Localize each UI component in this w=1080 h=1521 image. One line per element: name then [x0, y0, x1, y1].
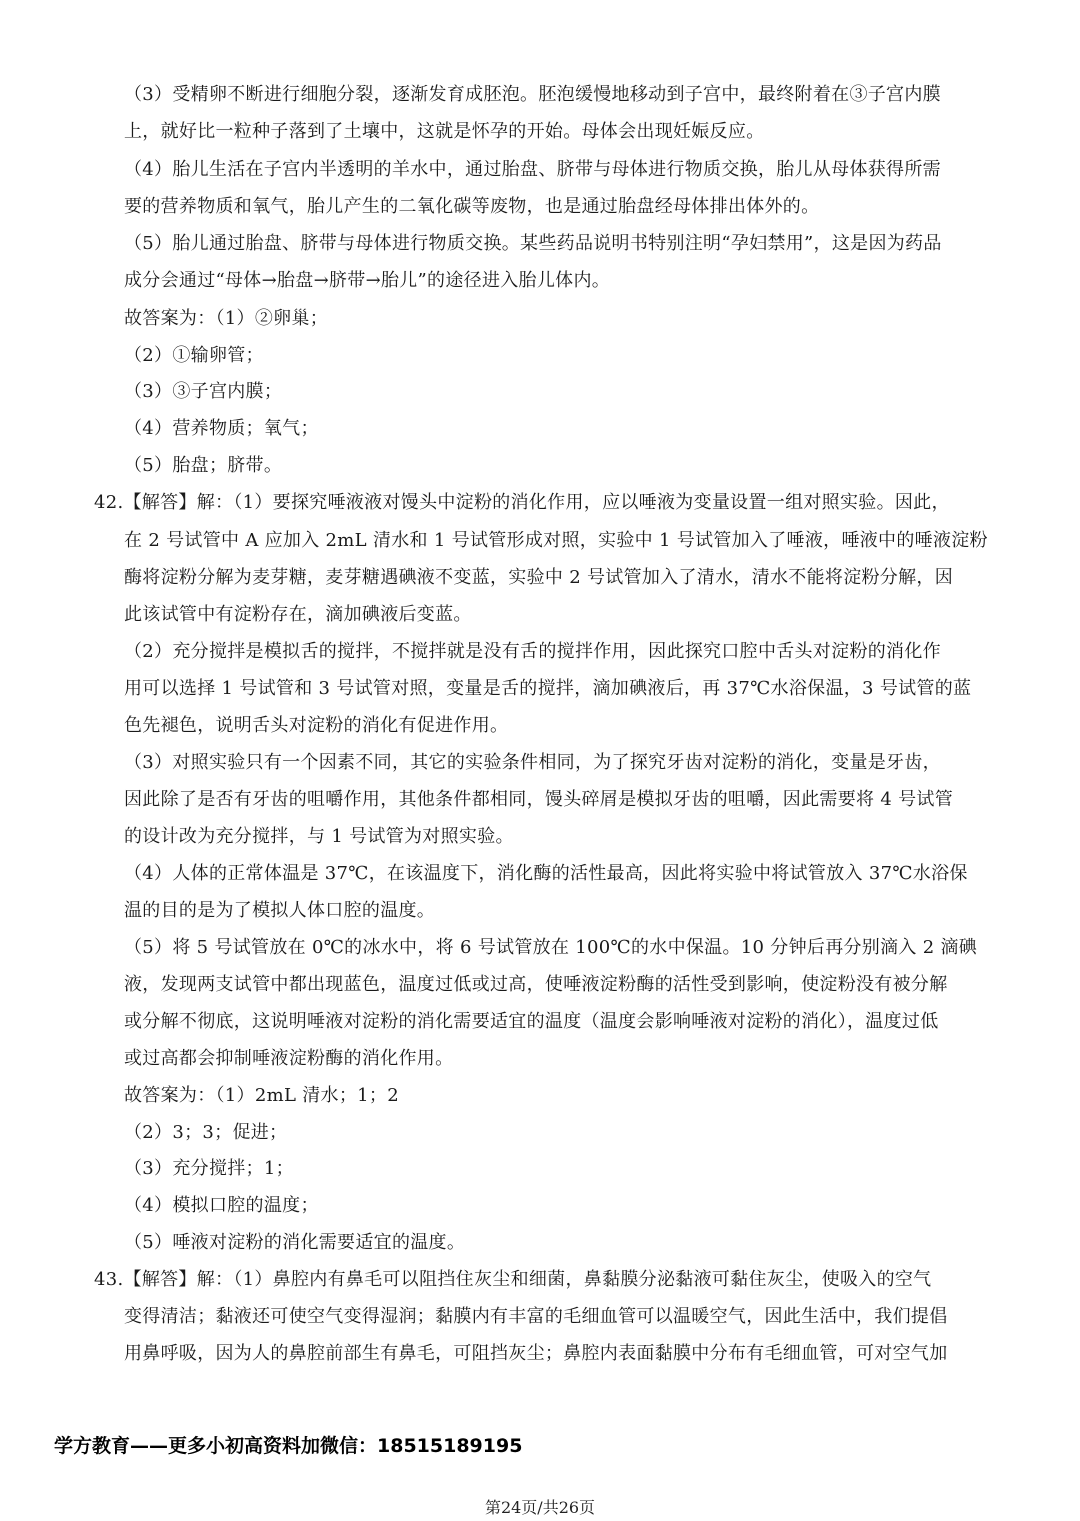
text-line: （4）胎儿生活在子宫内半透明的羊水中，通过胎盘、脐带与母体进行物质交换，胎儿从母体获得所需 — [124, 159, 941, 180]
text-line: （3）③子宫内膜； — [124, 381, 283, 402]
text-line: 此该试管中有淀粉存在，滴加碘液后变蓝。 — [124, 604, 472, 625]
text-line: 或过高都会抑制唾液淀粉酶的消化作用。 — [124, 1048, 454, 1069]
text-line: 故答案为：（1）2mL 清水；1；2 — [124, 1085, 399, 1106]
text-line: （3）受精卵不断进行细胞分裂，逐渐发育成胚泡。胚泡缓慢地移动到子宫中，最终附着在③子宫内膜 — [124, 84, 941, 105]
text-line: 变得清洁；黏液还可使空气变得湿润；黏膜内有丰富的毛细血管可以温暖空气，因此生活中，我们提倡 — [124, 1306, 948, 1327]
text-line: （2）3；3；促进； — [124, 1122, 288, 1143]
text-line: 液，发现两支试管中都出现蓝色，温度过低或过高，使唾液淀粉酶的活性受到影响，使淀粉没有被分解 — [124, 974, 948, 995]
text-line: （4）人体的正常体温是 37℃，在该温度下，消化酶的活性最高，因此将实验中将试管放入 37℃水浴保 — [124, 863, 968, 884]
page-number: 第24页/共26页 — [484, 1498, 596, 1517]
text-line: 温的目的是为了模拟人体口腔的温度。 — [124, 900, 436, 921]
text-line: （5）唾液对淀粉的消化需要适宜的温度。 — [124, 1232, 466, 1253]
text-line: 故答案为：（1）②卵巢； — [124, 308, 329, 329]
text-line: 色先褪色，说明舌头对淀粉的消化有促进作用。 — [124, 715, 509, 736]
text-line: （4）模拟口腔的温度； — [124, 1195, 319, 1216]
text-line: （5）胎盘；脐带。 — [124, 455, 283, 476]
text-line: 要的营养物质和氧气，胎儿产生的二氧化碳等废物，也是通过胎盘经母体排出体外的。 — [124, 196, 820, 217]
text-line: （3）充分搅拌；1； — [124, 1158, 294, 1179]
text-line: 用可以选择 1 号试管和 3 号试管对照，变量是舌的搅拌，滴加碘液后，再 37℃水浴保温，3 号试管的蓝 — [124, 678, 972, 699]
text-line: （2）①输卵管； — [124, 345, 264, 366]
text-line: （4）营养物质；氧气； — [124, 418, 319, 439]
text-line: 在 2 号试管中 A 应加入 2mL 清水和 1 号试管形成对照，实验中 1 号试管加入了唾液，唾液中的唾液淀粉 — [124, 530, 988, 551]
question-43-heading: 43.【解答】解：（1）鼻腔内有鼻毛可以阻挡住灰尘和细菌，鼻黏膜分泌黏液可黏住灰尘，使吸入的空气 — [94, 1269, 932, 1290]
text-line: （5）将 5 号试管放在 0℃的冰水中，将 6 号试管放在 100℃的水中保温。10 分钟后再分别滴入 2 滴碘 — [124, 937, 978, 958]
text-line: 酶将淀粉分解为麦芽糖，麦芽糖遇碘液不变蓝，实验中 2 号试管加入了清水，清水不能将淀粉分解，因 — [124, 567, 953, 588]
text-line: 用鼻呼吸，因为人的鼻腔前部生有鼻毛，可阻挡灰尘；鼻腔内表面黏膜中分布有毛细血管，可对空气加 — [124, 1343, 948, 1364]
text-line: （3）对照实验只有一个因素不同，其它的实验条件相同，为了探究牙齿对淀粉的消化，变量是牙齿， — [124, 752, 941, 773]
text-line: 上，就好比一粒种子落到了土壤中，这就是怀孕的开始。母体会出现妊娠反应。 — [124, 121, 765, 142]
text-line: （2）充分搅拌是模拟舌的搅拌，不搅拌就是没有舌的搅拌作用，因此探究口腔中舌头对淀粉的消化作 — [124, 641, 941, 662]
question-42-heading: 42.【解答】解：（1）要探究唾液液对馒头中淀粉的消化作用，应以唾液为变量设置一组对照实验。因此， — [94, 492, 950, 513]
text-line: 成分会通过“母体→胎盘→脐带→胎儿”的途径进入胎儿体内。 — [124, 270, 611, 291]
text-line: 或分解不彻底，这说明唾液对淀粉的消化需要适宜的温度（温度会影响唾液对淀粉的消化），温度过低 — [124, 1011, 939, 1032]
text-line: 因此除了是否有牙齿的咀嚼作用，其他条件都相同，馒头碎屑是模拟牙齿的咀嚼，因此需要将 4 号试管 — [124, 789, 953, 810]
text-line: 的设计改为充分搅拌，与 1 号试管为对照实验。 — [124, 826, 514, 847]
text-line: （5）胎儿通过胎盘、脐带与母体进行物质交换。某些药品说明书特别注明“孕妇禁用”，这是因为药品 — [124, 233, 942, 254]
footer-advertisement: 学方教育——更多小初高资料加微信：18515189195 — [54, 1435, 523, 1457]
